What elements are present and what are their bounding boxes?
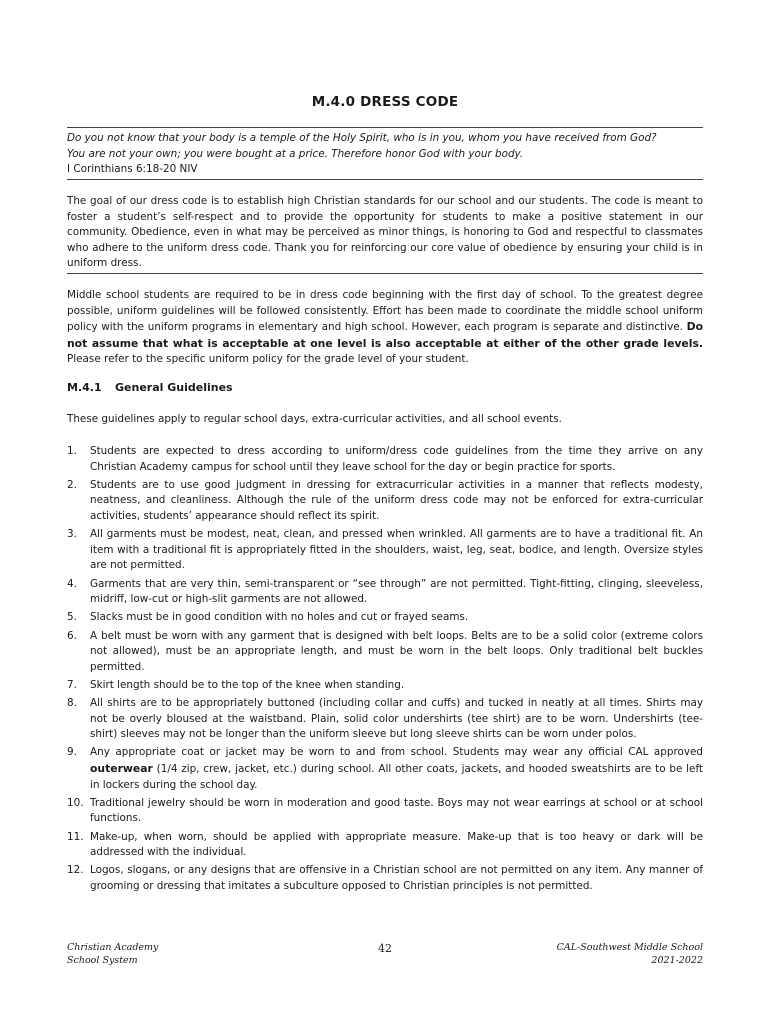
middle-school-referral: Please refer to the specific uniform policy for the grade level of your student.	[67, 353, 469, 365]
page-number: 42	[378, 942, 392, 955]
guideline-item	[67, 527, 703, 574]
guideline-number: 4.	[67, 577, 77, 590]
middle-school-warning: Do not assume that what is acceptable at one level is also acceptable at either of the other grade levels.	[67, 320, 703, 350]
guideline-item	[67, 830, 703, 861]
guideline-number: 12.	[67, 864, 84, 877]
guideline-number: 9.	[67, 746, 77, 759]
guideline-item	[67, 696, 703, 743]
guideline-item	[67, 678, 703, 694]
guideline-number: 8.	[67, 697, 77, 710]
footer-right-line-1: CAL-Southwest Middle School	[556, 942, 703, 953]
guideline-outerwear-term: outerwear	[90, 762, 153, 776]
subsection-heading	[67, 381, 233, 394]
guideline-number: 2.	[67, 478, 77, 491]
subsection-title: General Guidelines	[115, 381, 233, 394]
guideline-item	[67, 745, 703, 793]
guideline-item	[67, 610, 703, 626]
intro-divider	[67, 273, 703, 274]
guideline-item	[67, 796, 703, 827]
guideline-number: 11.	[67, 830, 84, 843]
intro-paragraph: The goal of our dress code is to establish high Christian standards for our school and our students. The code is meant to foster a student’s self-respect and to provide the opportunity for students to make a positive statement in our community. Obedience, even in what may be perceived as minor things, is honoring to God and respectful to classmates who adhere to the uniform dress code. Thank you for reinforcing our core value of obedience by ensuring your child is in uniform dress.	[67, 195, 703, 269]
footer-school-year	[557, 941, 703, 967]
guideline-item	[67, 478, 703, 525]
guideline-text: Slacks must be in good condition with no holes and cut or frayed seams.	[90, 611, 469, 624]
footer-left-line-2: School System	[67, 955, 138, 966]
middle-school-paragraph	[67, 288, 703, 368]
footer-right-line-2: 2021-2022	[651, 955, 703, 966]
subsection-number: M.4.1	[67, 381, 102, 394]
guideline-item	[67, 444, 703, 475]
scripture-quote-line-1: Do you not know that your body is a temple of the Holy Spirit, who is in you, whom you have received from God?	[67, 132, 657, 144]
guideline-item	[67, 577, 703, 608]
middle-school-text: Middle school students are required to be in dress code beginning with the first day of school. To the greatest degree possible, uniform guidelines will be followed consistently. Effort has been made to coordinate the middle school uniform policy with the uniform programs in elementary and high school. However, each program is separate and distinctive.	[67, 289, 703, 333]
guideline-item	[67, 629, 703, 676]
guideline-text: A belt must be worn with any garment that is designed with belt loops. Belts are to be a solid color (extreme colors not allowed), must be an appropriate length, and must be worn in the belt loops. Only traditional belt buckles permitted.	[90, 629, 703, 673]
footer-left-line-1: Christian Academy	[67, 942, 159, 953]
guideline-number: 7.	[67, 678, 77, 691]
guideline-text: Logos, slogans, or any designs that are offensive in a Christian school are not permitted on any item. Any manner of grooming or dressing that imitates a subculture opposed to Christian principles is not permitted.	[90, 864, 703, 892]
guideline-item	[67, 863, 703, 894]
guideline-number: 6.	[67, 629, 77, 642]
guideline-text: All garments must be modest, neat, clean, and pressed when wrinkled. All garments are to have a traditional fit. An item with a traditional fit is appropriately fitted in the shoulders, waist, leg, seat, bodice, and length. Oversize styles are not permitted.	[90, 528, 703, 572]
guideline-text: Garments that are very thin, semi-transparent or “see through” are not permitted. Tight-fitting, clinging, sleeveless, midriff, low-cut or high-slit garments are not allowed.	[90, 577, 703, 606]
guideline-number: 1.	[67, 445, 77, 457]
scripture-block	[67, 131, 707, 178]
section-title: M.4.0 DRESS CODE	[311, 94, 459, 110]
top-divider	[67, 127, 703, 128]
guideline-text: Students are expected to dress according to uniform/dress code guidelines from the time they arrive on any Christian Academy campus for school until they leave school for the day or begin practice for sports.	[90, 445, 703, 473]
guideline-text: Traditional jewelry should be worn in moderation and good taste. Boys may not wear earrings at school or at school functions.	[90, 796, 703, 825]
guidelines-list	[67, 444, 703, 897]
guideline-text: Skirt length should be to the top of the knee when standing.	[90, 678, 405, 691]
guidelines-intro: These guidelines apply to regular school days, extra-curricular activities, and all school events.	[67, 413, 562, 425]
guideline-number: 3.	[67, 528, 77, 541]
scripture-divider	[67, 179, 703, 180]
guideline-text-before: Any appropriate coat or jacket may be worn to and from school. Students may wear any official CAL approved	[90, 746, 703, 759]
guideline-text: Make-up, when worn, should be applied with appropriate measure. Make-up that is too heavy or dark will be addressed with the individual.	[90, 830, 703, 859]
guideline-number: 10.	[67, 796, 84, 809]
scripture-reference: I Corinthians 6:18-20 NIV	[67, 163, 198, 175]
guideline-text-after: (1/4 zip, crew, jacket, etc.) during school. All other coats, jackets, and hooded sweatshirts are to be left in lockers during the school day.	[90, 763, 703, 791]
scripture-quote-line-2: You are not your own; you were bought at a price. Therefore honor God with your body.	[67, 147, 524, 160]
guideline-text: Students are to use good judgment in dressing for extracurricular activities in a manner that reflects modesty, neatness, and cleanliness. Although the rule of the uniform dress code may not be enforced for extra-curricular activities, students’ appearance should reflect its spirit.	[90, 478, 703, 522]
guideline-text: All shirts are to be appropriately buttoned (including collar and cuffs) and tucked in neatly at all times. Shirts may not be overly bloused at the waistband. Plain, solid color undershirts (tee shirt) are to be worn. Undershirts (tee-shirt) sleeves may not be longer than the uniform sleeve but long sleeve shirts can be worn under polos.	[90, 697, 703, 741]
guideline-number: 5.	[67, 611, 77, 624]
